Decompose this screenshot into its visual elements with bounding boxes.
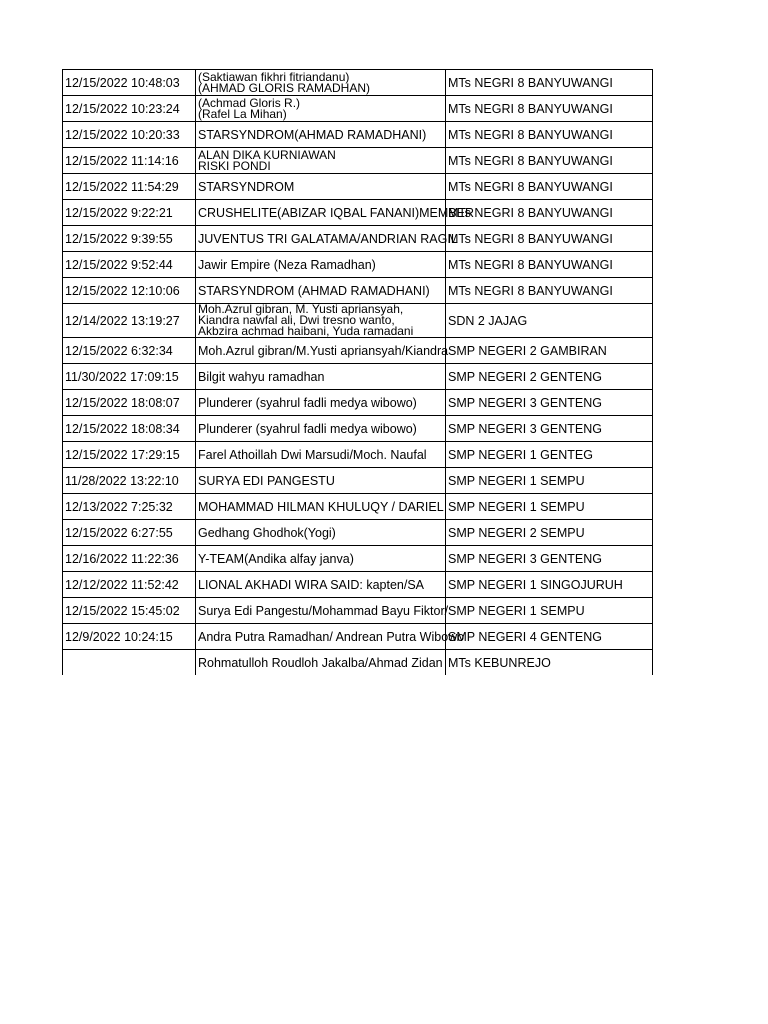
team-cell[interactable] — [196, 598, 449, 624]
table-row — [63, 442, 653, 468]
team-line: STARSYNDROM — [198, 179, 295, 194]
team-cell[interactable] — [196, 390, 446, 416]
table-body — [63, 70, 653, 676]
timestamp-cell[interactable]: 12/15/2022 18:08:07 — [63, 390, 196, 416]
team-line: (Achmad Gloris R.) — [198, 95, 301, 110]
school-cell[interactable]: MTs NEGRI 8 BANYUWANGI — [446, 148, 653, 174]
team-line: STARSYNDROM (AHMAD RAMADHANI) — [198, 283, 430, 298]
table-row — [63, 520, 653, 546]
team-cell[interactable] — [196, 122, 446, 148]
team-line: (Rafel La Mihan) — [198, 106, 287, 121]
school-cell[interactable]: MTs NEGRI 8 BANYUWANGI — [446, 70, 653, 96]
school-cell[interactable]: SMP NEGERI 3 GENTENG — [446, 546, 653, 572]
timestamp-cell[interactable]: 12/15/2022 9:52:44 — [63, 252, 196, 278]
table-row — [63, 338, 653, 364]
timestamp-cell[interactable]: 12/12/2022 11:52:42 — [63, 572, 196, 598]
table-row — [63, 96, 653, 122]
school-cell[interactable]: SMP NEGERI 3 GENTENG — [446, 416, 653, 442]
table-row — [63, 416, 653, 442]
team-line: Jawir Empire (Neza Ramadhan) — [198, 257, 376, 272]
school-cell[interactable]: MTs NEGRI 8 BANYUWANGI — [446, 278, 653, 304]
team-line: Moh.Azrul gibran/M.Yusti apriansyah/Kiandra — [198, 343, 449, 358]
school-cell[interactable]: MTs NEGRI 8 BANYUWANGI — [446, 96, 653, 122]
team-line: LIONAL AKHADI WIRA SAID: kapten/SA — [198, 577, 425, 592]
school-cell[interactable]: MTs NEGRI 8 BANYUWANGI — [446, 200, 653, 226]
team-cell[interactable] — [196, 96, 446, 122]
school-cell[interactable]: SMP NEGERI 2 SEMPU — [446, 520, 653, 546]
timestamp-cell[interactable]: 12/15/2022 17:29:15 — [63, 442, 196, 468]
table-row — [63, 650, 653, 676]
timestamp-cell[interactable]: 12/15/2022 10:20:33 — [63, 122, 196, 148]
table-row — [63, 252, 653, 278]
team-line: JUVENTUS TRI GALATAMA/ANDRIAN RAGIL — [198, 231, 458, 246]
table-row — [63, 390, 653, 416]
team-cell[interactable] — [196, 494, 446, 520]
team-cell[interactable] — [196, 338, 449, 364]
school-cell[interactable]: SMP NEGERI 3 GENTENG — [446, 390, 653, 416]
team-cell[interactable] — [196, 148, 446, 174]
school-cell[interactable]: SMP NEGERI 2 GAMBIRAN — [446, 338, 653, 364]
team-cell[interactable] — [196, 252, 446, 278]
timestamp-cell[interactable]: 11/28/2022 13:22:10 — [63, 468, 196, 494]
school-cell[interactable]: SDN 2 JAJAG — [446, 304, 653, 338]
team-line: Surya Edi Pangestu/Mohammad Bayu Fiktor/ — [198, 603, 449, 618]
team-line: Rohmatulloh Roudloh Jakalba/Ahmad Zidan — [198, 655, 443, 670]
table-row — [63, 598, 653, 624]
timestamp-cell[interactable]: 12/15/2022 10:23:24 — [63, 96, 196, 122]
team-cell[interactable] — [196, 546, 446, 572]
table-row — [63, 546, 653, 572]
timestamp-cell[interactable]: 12/15/2022 11:54:29 — [63, 174, 196, 200]
team-line: (Saktiawan fikhri fitriandanu) — [198, 69, 350, 84]
team-cell[interactable] — [196, 468, 446, 494]
school-cell[interactable]: MTs NEGRI 8 BANYUWANGI — [446, 122, 653, 148]
timestamp-cell[interactable]: 12/9/2022 10:24:15 — [63, 624, 196, 650]
table-row — [63, 200, 653, 226]
school-cell[interactable]: SMP NEGERI 1 SINGOJURUH — [446, 572, 653, 598]
team-line: Bilgit wahyu ramadhan — [198, 369, 325, 384]
timestamp-cell[interactable]: 12/15/2022 6:32:34 — [63, 338, 196, 364]
timestamp-cell[interactable]: 12/15/2022 9:39:55 — [63, 226, 196, 252]
timestamp-cell[interactable]: 12/15/2022 10:48:03 — [63, 70, 196, 96]
team-line: RISKI PONDI — [198, 158, 271, 173]
timestamp-cell[interactable]: 12/15/2022 6:27:55 — [63, 520, 196, 546]
team-line: Farel Athoillah Dwi Marsudi/Moch. Naufal — [198, 447, 427, 462]
team-cell[interactable] — [196, 304, 446, 338]
team-line: SURYA EDI PANGESTU — [198, 473, 335, 488]
school-cell[interactable]: MTs KEBUNREJO — [446, 650, 653, 676]
table-row — [63, 278, 653, 304]
team-line: Y-TEAM(Andika alfay janva) — [198, 551, 354, 566]
school-cell[interactable]: SMP NEGERI 1 GENTEG — [446, 442, 653, 468]
table-row — [63, 468, 653, 494]
team-cell[interactable] — [196, 572, 446, 598]
school-cell[interactable]: SMP NEGERI 1 SEMPU — [446, 468, 653, 494]
team-line: Kiandra nawfal ali, Dwi tresno wanto, — [198, 313, 395, 327]
team-cell[interactable] — [196, 278, 446, 304]
team-cell[interactable] — [196, 624, 465, 650]
team-line: Akbzira achmad haibani, Yuda ramadani — [198, 324, 414, 338]
team-line: STARSYNDROM(AHMAD RAMADHANI) — [198, 127, 427, 142]
school-cell[interactable]: SMP NEGERI 1 SEMPU — [446, 598, 653, 624]
team-cell[interactable] — [196, 650, 446, 676]
school-cell[interactable]: MTs NEGRI 8 BANYUWANGI — [446, 252, 653, 278]
table-row — [63, 148, 653, 174]
timestamp-cell[interactable]: 12/15/2022 15:45:02 — [63, 598, 196, 624]
team-line: Andra Putra Ramadhan/ Andrean Putra Wibowo — [198, 629, 465, 644]
table-row — [63, 122, 653, 148]
table-row — [63, 624, 653, 650]
school-cell[interactable]: SMP NEGERI 2 GENTENG — [446, 364, 653, 390]
team-line: Gedhang Ghodhok(Yogi) — [198, 525, 336, 540]
team-line: Plunderer (syahrul fadli medya wibowo) — [198, 421, 417, 436]
team-line: Moh.Azrul gibran, M. Yusti apriansyah, — [198, 302, 404, 316]
team-line: MOHAMMAD HILMAN KHULUQY / DARIEL — [198, 499, 444, 514]
timestamp-cell[interactable]: 12/16/2022 11:22:36 — [63, 546, 196, 572]
timestamp-cell[interactable]: 12/15/2022 11:14:16 — [63, 148, 196, 174]
timestamp-cell[interactable] — [63, 650, 196, 676]
timestamp-cell[interactable]: 12/15/2022 9:22:21 — [63, 200, 196, 226]
registration-table — [62, 69, 653, 675]
school-cell[interactable]: SMP NEGERI 4 GENTENG — [446, 624, 653, 650]
team-line: Plunderer (syahrul fadli medya wibowo) — [198, 395, 417, 410]
table-row — [63, 70, 653, 96]
timestamp-cell[interactable]: 12/15/2022 18:08:34 — [63, 416, 196, 442]
table-row — [63, 494, 653, 520]
table-row — [63, 304, 653, 338]
school-cell[interactable]: SMP NEGERI 1 SEMPU — [446, 494, 653, 520]
team-cell[interactable] — [196, 226, 458, 252]
table-row — [63, 174, 653, 200]
timestamp-cell[interactable]: 12/15/2022 12:10:06 — [63, 278, 196, 304]
school-cell[interactable]: MTs NEGRI 8 BANYUWANGI — [446, 226, 653, 252]
team-cell[interactable] — [196, 200, 474, 226]
team-line: ALAN DIKA KURNIAWAN — [198, 147, 336, 162]
timestamp-cell[interactable]: 12/14/2022 13:19:27 — [63, 304, 196, 338]
table-row — [63, 364, 653, 390]
school-cell[interactable]: MTs NEGRI 8 BANYUWANGI — [446, 174, 653, 200]
team-line: (AHMAD GLORIS RAMADHAN) — [198, 80, 371, 95]
team-cell[interactable] — [196, 520, 446, 546]
spreadsheet-table — [62, 69, 652, 675]
table-row — [63, 226, 653, 252]
table-row — [63, 572, 653, 598]
team-line: CRUSHELITE(ABIZAR IQBAL FANANI)MEMBER — [198, 205, 474, 220]
team-cell[interactable] — [196, 70, 446, 96]
team-cell[interactable] — [196, 442, 446, 468]
team-cell[interactable] — [196, 364, 446, 390]
team-cell[interactable] — [196, 416, 446, 442]
timestamp-cell[interactable]: 11/30/2022 17:09:15 — [63, 364, 196, 390]
timestamp-cell[interactable]: 12/13/2022 7:25:32 — [63, 494, 196, 520]
team-cell[interactable] — [196, 174, 446, 200]
